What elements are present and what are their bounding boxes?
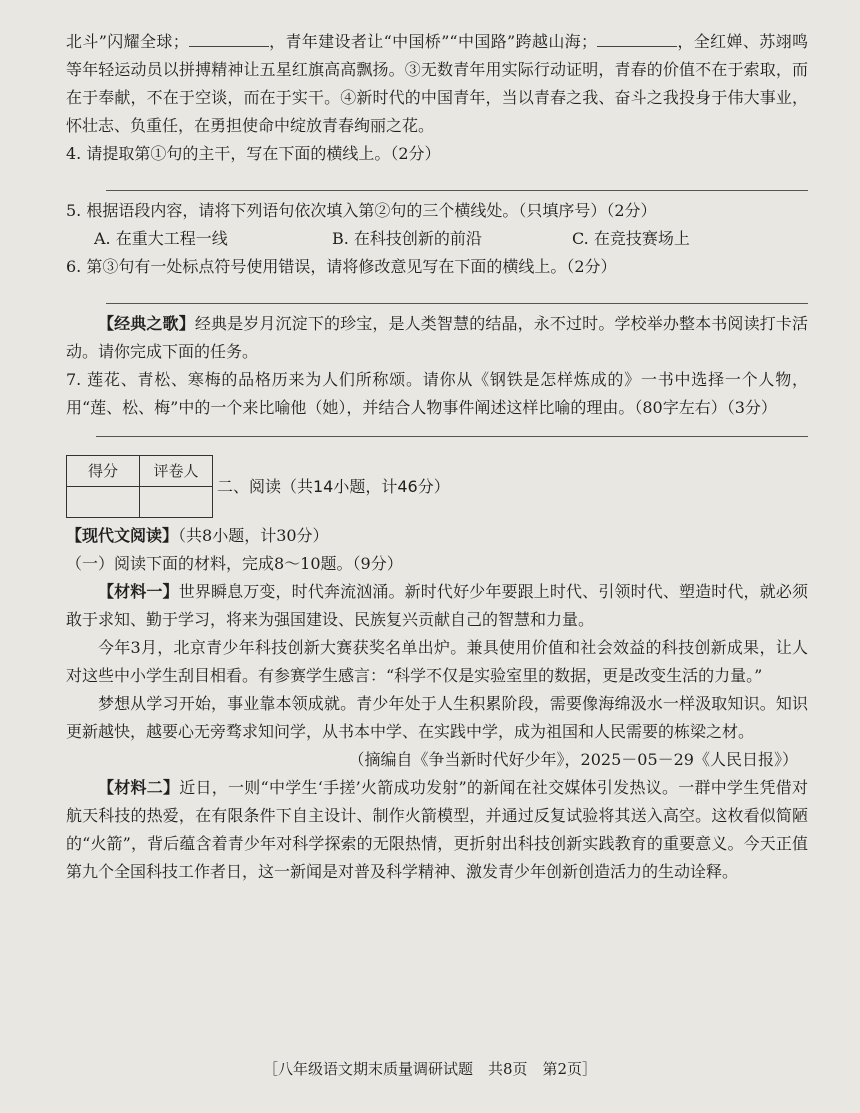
material1-p1 [66,578,808,634]
grader-cell [140,487,213,518]
section-header [66,455,808,518]
answer-line-q6 [106,281,808,304]
intro-rest: 苏翊鸣等年轻运动员以拼搏精神让五星红旗高高飘扬。③无数青年用实际行动证明，青春的价值不在于索取，而在于奉献，不在于空谈，而在于实干。④新时代的中国青年，当以青春之我、奋斗之我投身于伟大事业，怀壮志、负重任，在勇担使命中绽放青春绚丽之花。 [66,32,808,135]
material2-label: 【材料二】 [98,778,180,797]
answer-line-q7 [96,422,808,437]
question-4: 4. 请提取第①句的主干，写在下面的横线上。（2分） [66,144,441,163]
modern-reading-title [66,522,808,550]
score-table [66,455,213,518]
fill-blank-1 [189,28,269,47]
question-5: 5. 根据语段内容，请将下列语句依次填入第②句的三个横线处。（只填序号）（2分） [66,201,657,220]
fill-blank-2 [597,28,677,47]
modern-reading-note: （共8小题，计30分） [178,526,329,545]
q5-option-b: B. 在科技创新的前沿 [332,229,482,248]
answer-line-q4 [106,168,808,191]
material1-label: 【材料一】 [98,582,179,601]
material1-source: （摘编自《争当新时代好少年》，2025－05－29《人民日报》） [348,750,798,769]
material1-p3: 梦想从学习开始，事业靠本领成就。青少年处于人生积累阶段，需要像海绵汲水一样汲取知识。知识更新越快，越要心无旁骛求知问学，从书本中学、在实践中学，成为祖国和人民需要的栋梁之材。 [66,694,808,741]
grader-col-label: 评卷人 [140,456,213,487]
modern-reading-heading: 【现代文阅读】 [66,526,179,545]
classics-heading: 【经典之歌】 [98,314,195,333]
q5-option-a: A. 在重大工程一线 [94,229,228,248]
part1-instruction: （一）阅读下面的材料，完成8～10题。（9分） [66,554,403,573]
material1-p2: 今年3月，北京青少年科技创新大赛获奖名单出炉。兼具使用价值和社会效益的科技创新成果，让人对这些中小学生刮目相看。有参赛学生感言：“科学不仅是实验室里的数据，更是改变生活的力量。” [66,638,808,685]
section2-title: 二、阅读（共14小题，计46分） [217,476,450,496]
intro-passage [66,28,808,140]
material2 [66,774,808,886]
question-6: 6. 第③句有一处标点符号使用错误，请将修改意见写在下面的横线上。（2分） [66,257,617,276]
intro-line1-b: ，青年建设者让“中国桥”“中国路”跨越山海； [268,32,598,51]
classics-intro [66,310,808,366]
score-cell [67,487,140,518]
material1-p1-text: 世界瞬息万变，时代奔流汹涌。新时代好少年要跟上时代、引领时代、塑造时代，就必须敢于求知、勤于学习，将来为强国建设、民族复兴贡献自己的智慧和力量。 [66,582,808,629]
intro-line1-a: 北斗”闪耀全球； [66,32,189,51]
score-col-label: 得分 [67,456,140,487]
q5-option-c: C. 在竞技赛场上 [572,229,690,248]
intro-line1-c: ，全红婵、 [677,32,760,51]
question-7: 7. 莲花、青松、寒梅的品格历来为人们所称颂。请你从《钢铁是怎样炼成的》一书中选择一个人物，用“莲、松、梅”中的一个来比喻他（她），并结合人物事件阐述这样比喻的理由。（80字左右）（3分） [66,370,808,417]
material2-text: 近日，一则“中学生‘手搓’火箭成功发射”的新闻在社交媒体引发热议。一群中学生凭借对航天科技的热爱，在有限条件下自主设计、制作火箭模型，并通过反复试验将其送入高空。这枚看似简陋的“火箭”，背后蕴含着青少年对科学探索的无限热情，更折射出科技创新实践教育的重要意义。今天正值第九个全国科技工作者日，这一新闻是对普及科学精神、激发青少年创新创造活力的生动诠释。 [66,778,808,881]
classics-text: 经典是岁月沉淀下的珍宝，是人类智慧的结晶，永不过时。学校举办整本书阅读打卡活动。请你完成下面的任务。 [66,314,808,361]
q5-options [66,225,808,253]
page-footer: ［八年级语文期末质量调研试题 共8页 第2页］ [262,1060,598,1078]
